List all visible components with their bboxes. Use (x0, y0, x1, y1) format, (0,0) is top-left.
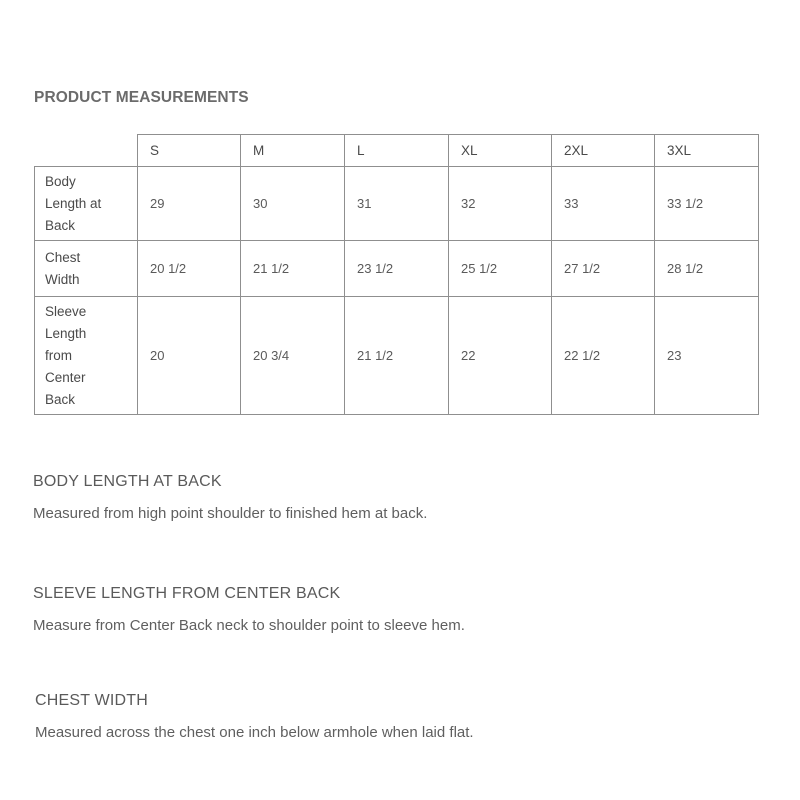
table-cell: 31 (345, 167, 449, 241)
table-cell: 33 (552, 167, 655, 241)
row-label-line: Width (45, 271, 80, 287)
table-cell: 23 1/2 (345, 241, 449, 297)
table-cell: 33 1/2 (655, 167, 759, 241)
size-header: 3XL (655, 135, 759, 167)
table-cell: 22 1/2 (552, 297, 655, 415)
table-cell: 32 (449, 167, 552, 241)
size-header: L (345, 135, 449, 167)
row-label-line: from (45, 347, 72, 363)
table-cell: 30 (241, 167, 345, 241)
table-row-sleeve-length (35, 297, 759, 415)
table-cell: 23 (655, 297, 759, 415)
table-corner-cell (35, 135, 138, 167)
section-title: BODY LENGTH AT BACK (33, 473, 222, 490)
size-header: XL (449, 135, 552, 167)
size-header: 2XL (552, 135, 655, 167)
row-label-line: Chest (45, 249, 81, 265)
table-cell: 29 (138, 167, 241, 241)
table-cell: 25 1/2 (449, 241, 552, 297)
row-label-line: Back (45, 391, 76, 407)
table-header-row (35, 135, 759, 167)
measurements-table (34, 134, 759, 415)
section-description: Measured from high point shoulder to finished hem at back. (33, 505, 428, 522)
row-label-line: Back (45, 217, 76, 233)
row-label-line: Length at (45, 195, 102, 211)
section-body-length (33, 473, 427, 522)
table-cell: 27 1/2 (552, 241, 655, 297)
row-label-body-length (35, 167, 138, 241)
page-title: PRODUCT MEASUREMENTS (34, 89, 249, 106)
row-label-sleeve-length (35, 297, 138, 415)
table-cell: 20 1/2 (138, 241, 241, 297)
section-title: SLEEVE LENGTH FROM CENTER BACK (33, 585, 341, 602)
row-label-line: Length (45, 325, 87, 341)
size-header: S (138, 135, 241, 167)
section-sleeve-length (33, 585, 465, 634)
section-description: Measured across the chest one inch below armhole when laid flat. (35, 724, 474, 741)
row-label-line: Body (45, 173, 76, 189)
table-cell: 21 1/2 (345, 297, 449, 415)
section-title: CHEST WIDTH (35, 692, 149, 709)
row-label-line: Sleeve (45, 303, 87, 319)
section-description: Measure from Center Back neck to shoulder point to sleeve hem. (33, 617, 465, 634)
table-cell: 28 1/2 (655, 241, 759, 297)
table-row-chest-width (35, 241, 759, 297)
table-cell: 22 (449, 297, 552, 415)
row-label-chest-width (35, 241, 138, 297)
table-row-body-length (35, 167, 759, 241)
section-chest-width (35, 692, 474, 741)
table-cell: 20 3/4 (241, 297, 345, 415)
row-label-line: Center (45, 369, 86, 385)
size-header: M (241, 135, 345, 167)
table-cell: 21 1/2 (241, 241, 345, 297)
table-cell: 20 (138, 297, 241, 415)
